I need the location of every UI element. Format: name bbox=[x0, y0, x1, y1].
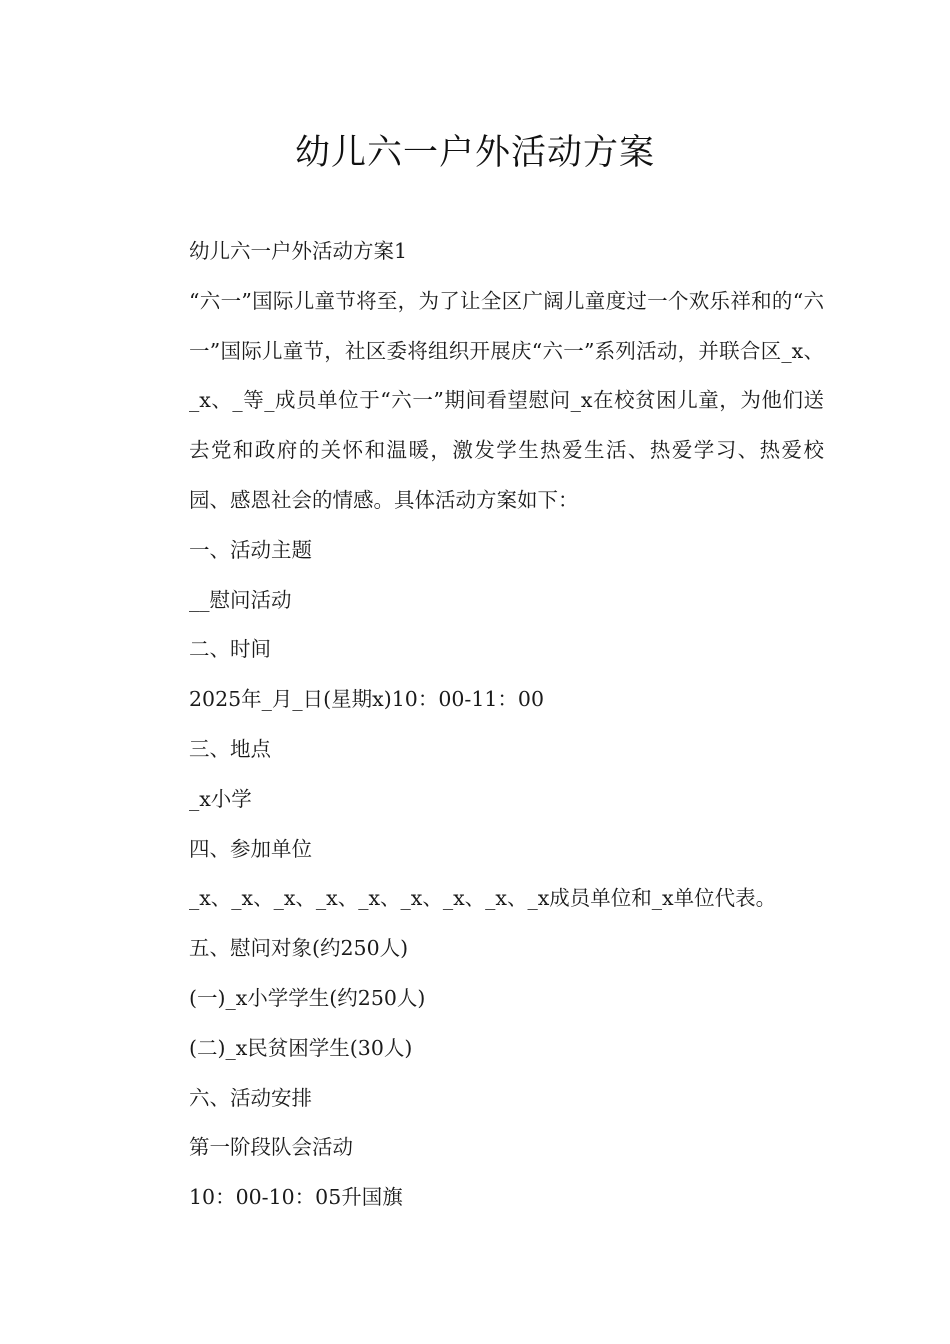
visit-target-2: (二)_x民贫困学生(30人) bbox=[189, 1035, 413, 1060]
intro-paragraph: “六一”国际儿童节将至，为了让全区广阔儿童度过一个欢乐祥和的“六一”国际儿童节，社区委将组织开展庆“六一”系列活动，并联合区_x、_x、_等_成员单位于“六一”期间看望慰问_x在校贫困儿童，为他们送去党和政府的关怀和温暖，激发学生热爱生活、热爱学习、热爱校园、感恩社会的情感。具体活动方案如下： bbox=[189, 288, 824, 512]
heading-time: 二、时间 bbox=[189, 637, 271, 662]
heading-activity-theme: 一、活动主题 bbox=[189, 537, 312, 562]
heading-visit-targets: 五、慰问对象(约250人) bbox=[189, 936, 409, 961]
visit-target-1: (一)_x小学学生(约250人) bbox=[189, 985, 426, 1010]
heading-schedule: 六、活动安排 bbox=[189, 1085, 312, 1110]
activity-theme-value: __慰问活动 bbox=[189, 587, 292, 612]
document-title: 幼儿六一户外活动方案 bbox=[294, 133, 655, 173]
schedule-item-flag-raising: 10：00-10：05升国旗 bbox=[189, 1185, 403, 1210]
section-heading-plan-1: 幼儿六一户外活动方案1 bbox=[189, 239, 408, 263]
document-body bbox=[144, 227, 824, 1223]
heading-participants: 四、参加单位 bbox=[189, 836, 312, 861]
schedule-stage-1: 第一阶段队会活动 bbox=[189, 1135, 353, 1160]
participants-value: _x、_x、_x、_x、_x、_x、_x、_x、_x成员单位和_x单位代表。 bbox=[189, 886, 777, 911]
heading-location: 三、地点 bbox=[189, 736, 271, 761]
time-value: 2025年_月_日(星期x)10：00-11：00 bbox=[189, 687, 544, 712]
location-value: _x小学 bbox=[189, 786, 252, 811]
